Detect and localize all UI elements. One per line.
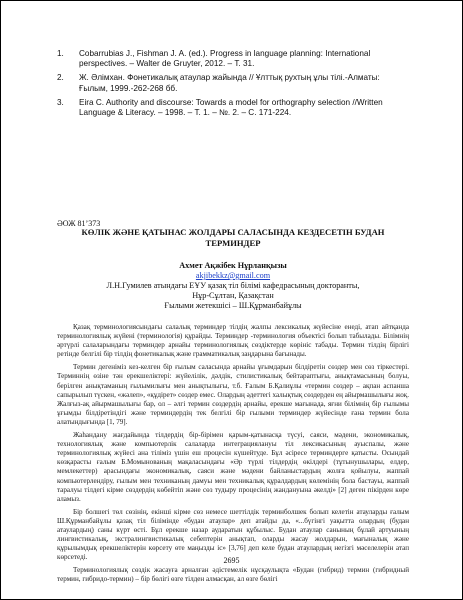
reference-number: 1. [57,49,64,58]
reference-list [57,49,397,122]
body-paragraph: Бір болшегі төл сөзінің, екінші кірме сөз немесе шеттілдік терминболшек болып келетін атауларды ғалым Ш.Құрманбайұлы қазақ тіл білімінде «будан атаулар» деп атайды да, «...бүгінгі уақытта олардың (будан атаулардың) саны күрт өсті. Бұл ерекше назар аударатын құбылыс. Будан атаулар санының бұлай артуының лингвистикалық, экстралингвистикалық себептерін анықтап, оларды жасау жолдарын, мағыналық және құрылымдық ерекшеліктерін көрсету өте маңызды іс» [3,76] деп келе будан атаулардың негізгі мәселелерін атап көрсетеді. [57,507,409,562]
author-affiliation: Л.Н.Гумилев атындағы ЕҰУ қазақ тіл білімі кафедрасының докторанты, [106,281,360,290]
body-paragraph: Терминологиялық сөздік жасауға арналған әдістемелік нұсқаулықта «Будан (гибрид) термин (гибридный термин, гибридо-термин) – бір бөлігі өзге тілден алмасқан, ал өзге бөлігі [57,566,409,584]
author-supervisor: Ғылыми жетекшісі – Ш.Құрманбайұлы [164,301,302,310]
reference-item [57,49,397,69]
author-block [57,261,409,311]
body-paragraph: Қазақ терминологиясындағы салалық терминдер тілдің жалпы лексикалық жүйесіне енеді, атап айтқанда терминологиялық жүйені (терминологія) құрайды. Терминдер -терминология объектісі болып табылады. Білімнің әртүрлі салаларындағы терминдер арнайы терминологиялық сөздіктерде көрініс табады. Термин тілдің бірлігі ретінде белгілі бір тілдің фонетикалық және грамматикалық заңдарына бағынады. [57,323,409,359]
reference-text: Cobarrubias J., Fishman J. A. (ed.). Progress in language planning: International perspectives. – Walter de Gruyter, 2012. – Т. 31. [79,49,371,69]
reference-item [57,73,397,93]
author-email-link[interactable]: akjibekkz@gmail.com [195,271,271,280]
author-city: Нұр-Сұлтан, Қазақстан [192,291,274,300]
article-body [57,323,409,589]
reference-text: Eira C. Authority and discourse: Towards a model for orthography selection //Written Language & Literacy. – 1998. – Т. 1. – №. 2. – С. 171-224. [79,97,383,118]
reference-number: 3. [57,97,64,107]
udk-code: ӘОЖ 81’373 [57,219,101,228]
body-paragraph: Термин дегеніміз кез-келген бір ғылым саласында арнайы ұғымдарын білдіретін сөздер мен сөз тіркестері. Терминнің өзіне тән ерекшеліктері: жүйелілік, дәлдік, стилистикалық бейтараптығы, анықтамасының болуы, берілген анықтаманың ғылымилығы мен анықтылығы, т.б. Ғалым Б.Қалиұлы «термин сөздер – ақпан аспанша сапырылып түскен, «жәлеп», «құдірет» сөздер емес. Олардың әдеттегі халықтық сөздерден ең айырмашылығы жоқ. Жалғыз-ақ айырмашылығы бар, ол – әлгі термин сөздердің арнайы, ерекше мағынада, яғни білімнің бір ғылымы ұғымды білдіретіндігі және терминдердің тек белгілі бір ғылыми терминдер жүйесінде ғана термин бола алатындығында [1, 79]. [57,363,409,426]
author-name: Ахмет Ақжібек Нұрланқызы [179,261,287,270]
article-title: КӨЛІК ЖӘНЕ ҚАТЫНАС ЖОЛДАРЫ САЛАСЫНДА КЕЗДЕСЕТІН БУДАН ТЕРМИНДЕР [81,227,385,248]
reference-number: 2. [57,73,64,83]
reference-text: Ж. Әлімхан. Фонетикалық атаулар жайында // Ұлттық рухтың ұлы тілі.-Алматы: Ғылым, 1999.-262-268 бб. [79,73,380,93]
body-paragraph: Жаһандану жағдайында тілдердің бір-бірімен қарым-қатынасқа түсуі, саяси, мәдени, экономикалық, технологиялық және компьютерлік салаларда интеграциялануы тіл лексикасының ауыспалы, және терминологиялық жүйесі ана тіліміз үшін еш процесін күшейтуде. Бұл әсіресе терминдерге қатысты. Осындай көзқарасты ғалым Б.Момынованың мақаласындағы «Әр түрлі тілдердің өкілдері (тұтынушылары, елдер, мемлекеттер) арасындағы экономикалық, саяси және мәдени байланыстардың жолға қойылуы, жаппай компьютерлендіру, ғылым мен техниканың дамуы мен техникалық құралдардың көлемінің бола бастауы, жаппай таралуы тілдегі кірме сөздердің көбейтіп және сөз тудыру процесінің жандануына әкелді» [2] деген пікірден көре аламыз. [57,431,409,503]
page-number: 2695 [223,556,240,565]
reference-item [57,98,397,118]
